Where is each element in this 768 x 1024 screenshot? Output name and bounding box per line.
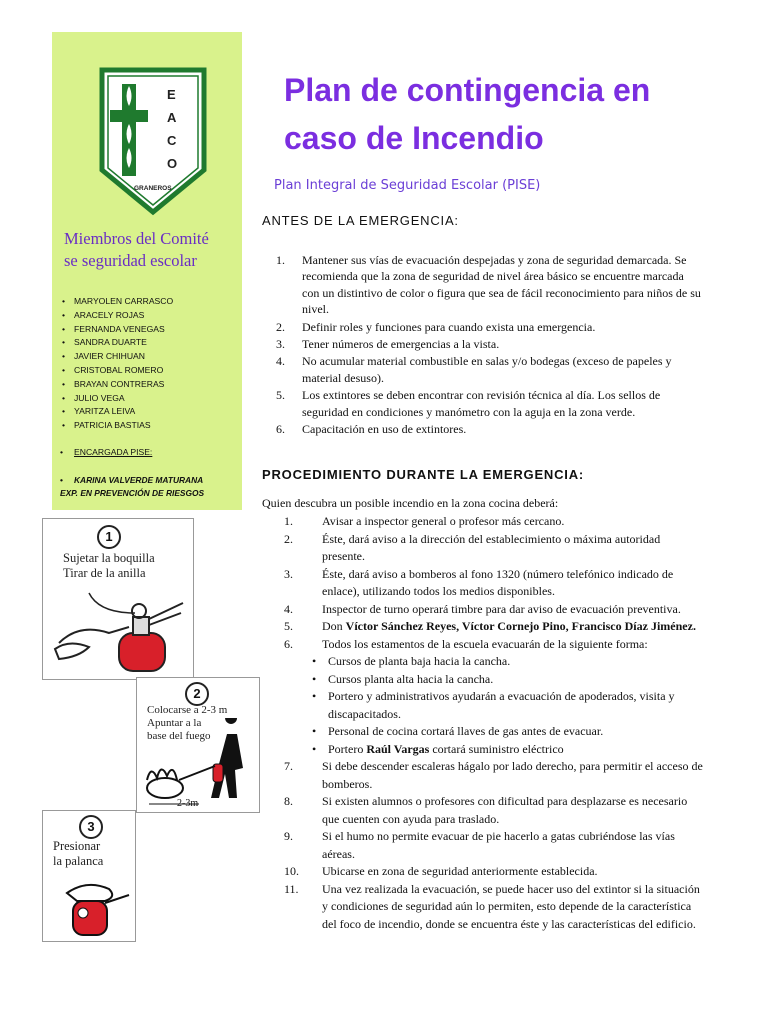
step-number: 2 xyxy=(185,682,209,706)
list-item: • CRISTOBAL ROMERO xyxy=(60,364,173,378)
list-item: 4. Inspector de turno operará timbre para dar aviso de evacuación preventiva. xyxy=(284,601,681,616)
list-item: 3. Tener números de emergencias a la vista. xyxy=(276,337,500,352)
list-item: 2. Éste, dará aviso a la dirección del establecimiento o máxima autoridad presente. xyxy=(284,531,661,563)
step-number: 1 xyxy=(97,525,121,549)
list-item: • PATRICIA BASTIAS xyxy=(60,419,173,433)
list-item: • Cursos planta alta hacia la cancha. xyxy=(304,671,704,689)
list-item: 4. No acumular material combustible en salas y/o bodegas (exceso de papeles y material desuso). xyxy=(276,354,672,385)
squeeze-lever-icon xyxy=(47,873,133,937)
encargada-role: EXP. EN PREVENCIÓN DE RIESGOS xyxy=(60,488,205,498)
list-item: 9. Si el humo no permite evacuar de pie hacerlo a gatas cubriéndose las vías aéreas. xyxy=(284,829,675,861)
list-item: • Cursos de planta baja hacia la cancha. xyxy=(304,653,704,671)
list-item: • MARYOLEN CARRASCO xyxy=(60,295,173,309)
list-item: • Portero Raúl Vargas cortará suministro eléctrico xyxy=(304,741,704,759)
logo-letter-a: A xyxy=(167,110,177,125)
list-item: 6. Capacitación en uso de extintores. xyxy=(276,422,467,437)
pull-pin-icon xyxy=(49,583,189,675)
list-item: • YARITZA LEIVA xyxy=(60,405,173,419)
committee-title xyxy=(64,228,244,272)
list-item: • JAVIER CHIHUAN xyxy=(60,350,173,364)
extinguisher-step-2 xyxy=(136,677,260,813)
extinguisher-step-3 xyxy=(42,810,136,942)
logo-letter-e: E xyxy=(167,87,176,102)
procedimiento-intro: Quien descubra un posible incendio en la zona cocina deberá: xyxy=(262,496,559,510)
list-item: • Personal de cocina cortará llaves de gas antes de evacuar. xyxy=(304,723,704,741)
logo-letter-c: C xyxy=(167,133,177,148)
list-item: • ARACELY ROJAS xyxy=(60,309,173,323)
list-item: 8. Si existen alumnos o profesores con dificultad para desplazarse es necesario que cuenten con ayuda para traslado. xyxy=(284,794,688,826)
procedimiento-list xyxy=(284,513,704,933)
list-item: 10. Ubicarse en zona de seguridad anteriormente establecida. xyxy=(284,864,598,878)
distance-label: 2-3m xyxy=(177,798,199,809)
list-item: 11. Una vez realizada la evacuación, se puede hacer uso del extintor si la situación y condiciones de seguridad aún lo permiten, esto depende de la característica del foco de incendio, donde se encuentra éste y las características del edificio. xyxy=(284,881,700,931)
step-caption: Presionar la palanca xyxy=(53,839,104,868)
list-item: 5. Don Víctor Sánchez Reyes, Víctor Cornejo Pino, Francisco Díaz Jiménez. xyxy=(284,619,696,633)
page-subtitle: Plan Integral de Seguridad Escolar (PISE) xyxy=(274,178,541,193)
logo-caption: GRANEROS xyxy=(134,185,172,192)
antes-list xyxy=(276,252,704,438)
list-item: • FERNANDA VENEGAS xyxy=(60,323,173,337)
list-item: • Portero y administrativos ayudarán a evacuación de apoderados, visita y discapacitados. xyxy=(304,688,704,723)
extinguisher-step-1 xyxy=(42,518,194,680)
step-number: 3 xyxy=(79,815,103,839)
list-item: • SANDRA DUARTE xyxy=(60,336,173,350)
list-item: 3. Éste, dará aviso a bomberos al fono 1320 (número telefónico indicado de enlace), utilizando todos los medios disponibles. xyxy=(284,566,674,598)
committee-members-list xyxy=(60,295,173,433)
list-item: 6. Todos los estamentos de la escuela evacuarán de la siguiente forma: xyxy=(284,636,648,651)
aim-fire-icon xyxy=(139,718,257,810)
committee-title-line2: se seguridad escolar xyxy=(64,251,197,270)
section-heading-antes: ANTES DE LA EMERGENCIA: xyxy=(262,213,459,228)
page-title-line1: Plan de contingencia en xyxy=(284,72,651,108)
list-item: 5. Los extintores se deben encontrar con revisión técnica al día. Los sellos de seguridad en condiciones y manómetro con la aguja en la zona verde. xyxy=(276,388,661,419)
encargada-label: • ENCARGADA PISE: xyxy=(60,447,153,457)
list-item: 1. Mantener sus vías de evacuación despejadas y zona de seguridad demarcada. Se recomienda que la zona de seguridad de nivel área básico se encuentre marcada con un distintivo de color o figura que sea de fácil reconocimiento para niños de su nivel. xyxy=(276,253,701,317)
list-item: • JULIO VEGA xyxy=(60,392,173,406)
page-title xyxy=(284,66,724,162)
step-caption: Colocarse a 2-3 m Apuntar a la base del fuego xyxy=(147,704,228,742)
list-item: 1. Avisar a inspector general o profesor más cercano. xyxy=(284,514,565,528)
section-heading-procedimiento: PROCEDIMIENTO DURANTE LA EMERGENCIA: xyxy=(262,467,585,482)
page-title-line2: caso de Incendio xyxy=(284,120,544,156)
logo-letter-o: O xyxy=(167,156,178,171)
step-caption: Sujetar la boquilla Tirar de la anilla xyxy=(63,551,155,580)
committee-title-line1: Miembros del Comité xyxy=(64,229,209,248)
list-item: 2. Definir roles y funciones para cuando exista una emergencia. xyxy=(276,319,596,334)
school-logo xyxy=(98,66,208,216)
list-item: • BRAYAN CONTRERAS xyxy=(60,378,173,392)
encargada-name: • KARINA VALVERDE MATURANA EXP. EN PREVENCIÓN DE RIESGOS xyxy=(60,475,205,498)
list-item: 7. Si debe descender escaleras hágalo por lado derecho, para permitir el acceso de bomberos. xyxy=(284,759,703,791)
shield-icon xyxy=(98,66,208,216)
